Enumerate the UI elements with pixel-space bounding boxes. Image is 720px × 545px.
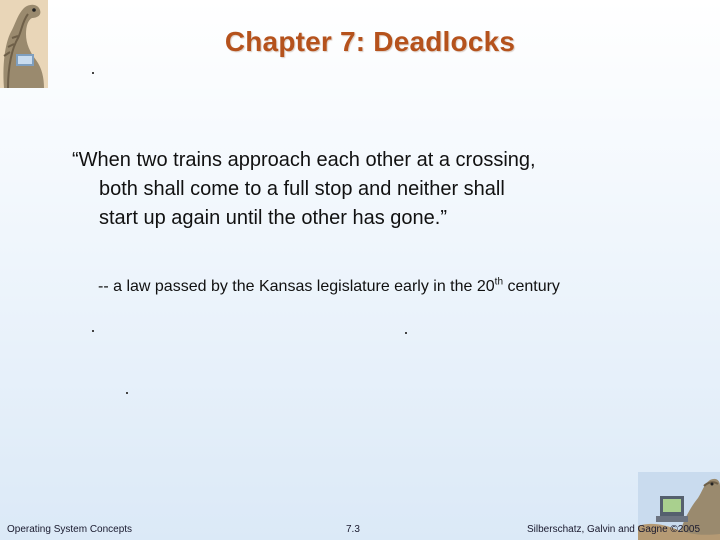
footer-course-title: Operating System Concepts	[7, 524, 133, 535]
attribution-prefix: -- a law passed by the Kansas legislature early in the 20	[98, 278, 495, 295]
stray-dot	[92, 72, 94, 74]
stray-dot	[405, 332, 407, 334]
slide-title: Chapter 7: Deadlocks	[224, 26, 516, 57]
quote-block	[72, 146, 652, 233]
quote-line-3: start up again until the other has gone.”	[99, 207, 448, 229]
attribution-suffix: century	[503, 278, 560, 295]
footer-page-number: 7.3	[346, 524, 360, 535]
stray-dot	[92, 330, 94, 332]
quote-line-2: both shall come to a full stop and neither shall	[99, 178, 505, 200]
attribution	[98, 278, 698, 296]
dinosaur-icon	[0, 0, 48, 88]
quote-line-1: “When two trains approach each other at a crossing,	[72, 149, 536, 171]
footer-copyright: Silberschatz, Galvin and Gagne ©2005	[527, 524, 701, 535]
stray-dot	[126, 392, 128, 394]
attribution-superscript: th	[494, 276, 504, 288]
